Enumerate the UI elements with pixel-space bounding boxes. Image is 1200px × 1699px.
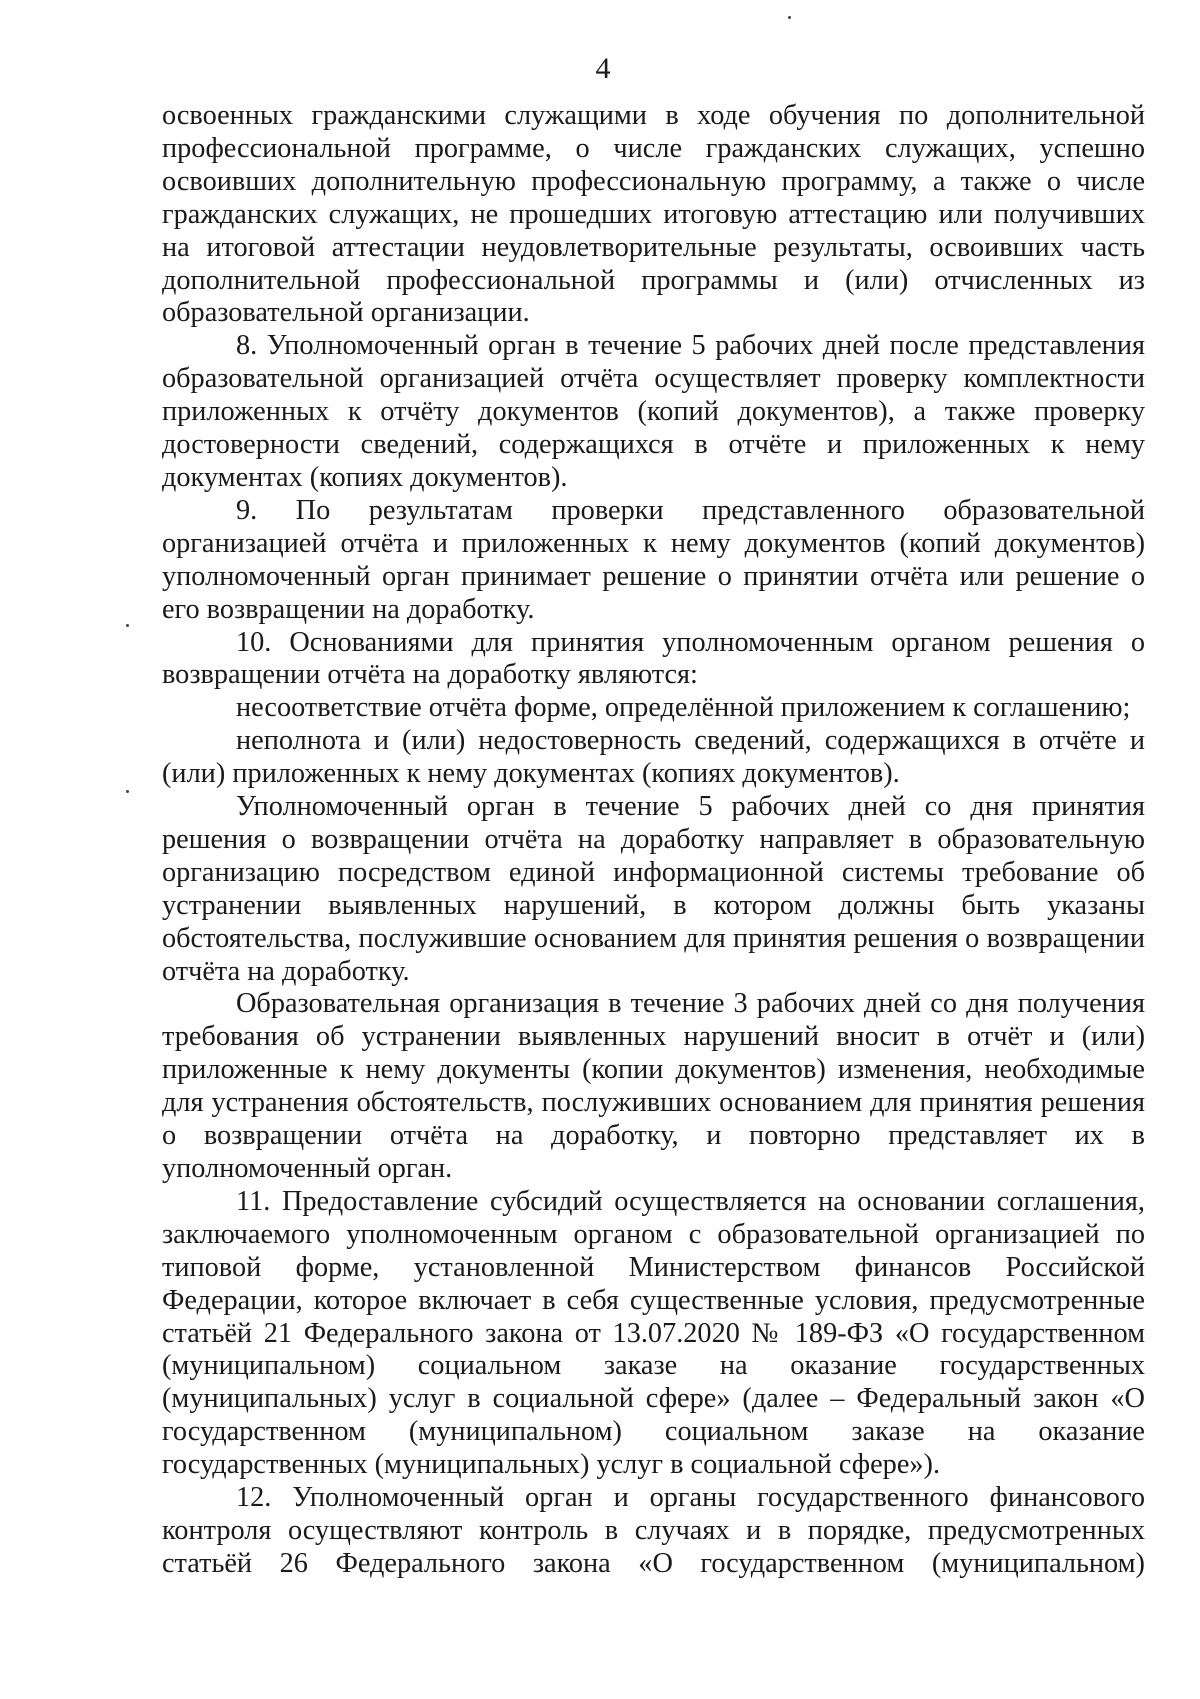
paragraph-clause-11: 11. Предоставление субсидий осуществляется на основании соглашения, заключаемого уполномоченным органом с образовательной организацией по типовой форме, установленной Министерством финансов Российской Федерации, которое включает в себя существенные условия, предусмотренные статьёй 21 Федерального закона от 13.07.2020 № 189-ФЗ «О государственном (муниципальном) социальном заказе на оказание государственных (муниципальных) услуг в социальной сфере» (далее – Федеральный закон «О государственном (муниципальном) социальном заказе на оказание государственных (муниципальных) услуг в социальной сфере»). <box>162 1185 1145 1481</box>
paragraph-clause-10-item-2: неполнота и (или) недостоверность сведений, содержащихся в отчёте и (или) приложенных к нему документах (копиях документов). <box>162 725 1145 790</box>
scan-artifact <box>126 790 129 793</box>
paragraph-clause-12: 12. Уполномоченный орган и органы государственного финансового контроля осуществляют контроль в случаях и в порядке, предусмотренных статьёй 26 Федерального закона «О государственном (муниципальном) <box>162 1482 1145 1579</box>
scan-artifact <box>788 16 791 19</box>
paragraph-clause-8: 8. Уполномоченный орган в течение 5 рабочих дней после представления образовательной организацией отчёта осуществляет проверку комплектности приложенных к отчёту документов (копий документов), а также проверку достоверности сведений, содержащихся в отчёте и приложенных к нему документах (копиях документов). <box>162 330 1145 493</box>
page-number: 4 <box>595 52 611 85</box>
paragraph-clause-10: 10. Основаниями для принятия уполномоченным органом решения о возвращении отчёта на доработку являются: <box>162 626 1145 691</box>
paragraph-continuation: освоенных гражданскими служащими в ходе обучения по дополнительной профессиональной программе, о числе гражданских служащих, успешно освоивших дополнительную профессиональную программу, а также о числе гражданских служащих, не прошедших итоговую аттестацию или получивших на итоговой аттестации неудовлетворительные результаты, освоивших часть дополнительной профессиональной программы и (или) отчисленных из образовательной организации. <box>162 100 1145 329</box>
paragraph-return-procedure: Уполномоченный орган в течение 5 рабочих дней со дня принятия решения о возвращении отчёта на доработку направляет в образовательную организацию посредством единой информационной системы требование об устранении выявленных нарушений, в котором должны быть указаны обстоятельства, послужившие основанием для принятия решения о возвращении отчёта на доработку. <box>162 791 1145 987</box>
paragraph-resubmission: Образовательная организация в течение 3 рабочих дней со дня получения требования об устранении выявленных нарушений вносит в отчёт и (или) приложенные к нему документы (копии документов) изменения, необходимые для устранения обстоятельств, послуживших основанием для принятия решения о возвращении отчёта на доработку, и повторно представляет их в уполномоченный орган. <box>162 988 1145 1184</box>
scan-artifact <box>126 624 129 627</box>
paragraph-clause-9: 9. По результатам проверки представленного образовательной организацией отчёта и приложенных к нему документов (копий документов) уполномоченный орган принимает решение о принятии отчёта или решение о его возвращении на доработку. <box>162 494 1145 625</box>
paragraph-clause-10-item-1: несоответствие отчёта форме, определённой приложением к соглашению; <box>236 692 1131 724</box>
document-body <box>162 100 1145 1581</box>
